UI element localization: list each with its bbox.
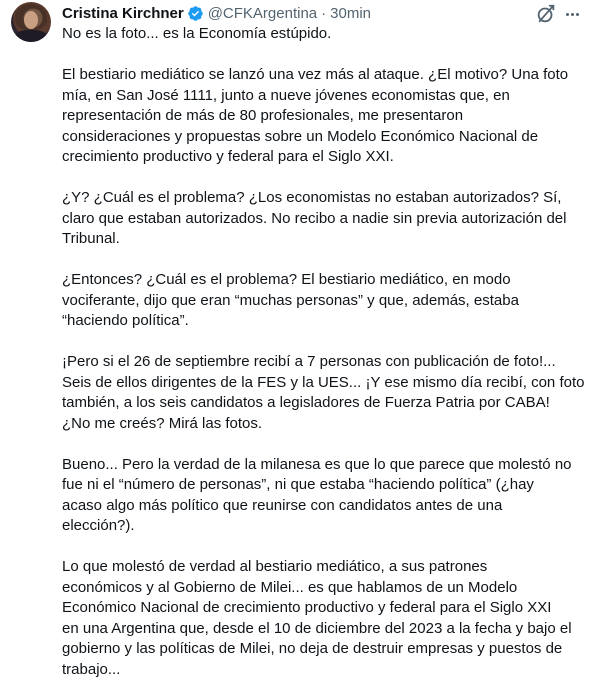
grok-icon[interactable] xyxy=(535,3,557,25)
tweet-paragraph: Lo que molestó de verdad al bestiario mediático, a sus patrones económicos y al Gobierno de Milei... es que hablamos de un Modelo Económico Nacional de crecimiento productivo y federal para el Siglo XXI en una Argentina que, desde el 10 de diciembre del 2023 a la fecha y bajo el gobierno y las políticas de Milei, no deja de destruir empresas y puestos de trabajo... xyxy=(62,558,572,678)
more-dot xyxy=(566,13,569,16)
tweet-text xyxy=(62,24,587,680)
tweet-paragraph: No es la foto... es la Economía estúpido. xyxy=(62,25,332,42)
avatar-face xyxy=(24,11,38,29)
more-dot xyxy=(571,13,574,16)
tweet-paragraph: El bestiario mediático se lanzó una vez más al ataque. ¿El motivo? Una foto mía, en San José 1111, junto a nueve jóvenes economistas que, en representación de más de 80 profesionales, me presentaron consideraciones y propuestas sobre un Modelo Económico Nacional de crecimiento productivo y federal para el Siglo XXI. xyxy=(62,66,569,165)
avatar[interactable] xyxy=(11,2,51,42)
author-handle[interactable]: @CFKArgentina xyxy=(207,4,318,22)
separator-dot: · xyxy=(321,4,327,22)
tweet-header xyxy=(62,2,371,24)
more-dot xyxy=(576,13,579,16)
more-options-icon[interactable] xyxy=(560,3,584,25)
tweet-paragraph: ¿Entonces? ¿Cuál es el problema? El bestiario mediático, en modo vociferante, dijo que eran “muchas personas” y que, además, estaba “haciendo política”. xyxy=(62,271,519,329)
post-time[interactable]: 30min xyxy=(330,4,372,22)
tweet-paragraph: ¡Pero si el 26 de septiembre recibí a 7 personas con publicación de foto!... Seis de ellos dirigentes de la FES y la UES... ¡Y ese mismo día recibí, con foto también, a los seis candidatos a legisladores de Fuerza Patria por CABA! ¿No me creés? Mirá las fotos. xyxy=(62,353,585,432)
author-name[interactable]: Cristina Kirchner xyxy=(62,4,184,22)
tweet-paragraph: ¿Y? ¿Cuál es el problema? ¿Los economistas no estaban autorizados? Sí, claro que estaban autorizados. No recibo a nadie sin previa autorización del Tribunal. xyxy=(62,189,567,247)
verified-badge-icon xyxy=(187,5,204,22)
avatar-body xyxy=(15,30,47,42)
tweet-paragraph: Bueno... Pero la verdad de la milanesa es que lo que parece que molestó no fue ni el “número de personas”, ni que estaba “haciendo política” (¿hay acaso algo más político que reunirse con candidatos antes de una elección?). xyxy=(62,455,572,534)
